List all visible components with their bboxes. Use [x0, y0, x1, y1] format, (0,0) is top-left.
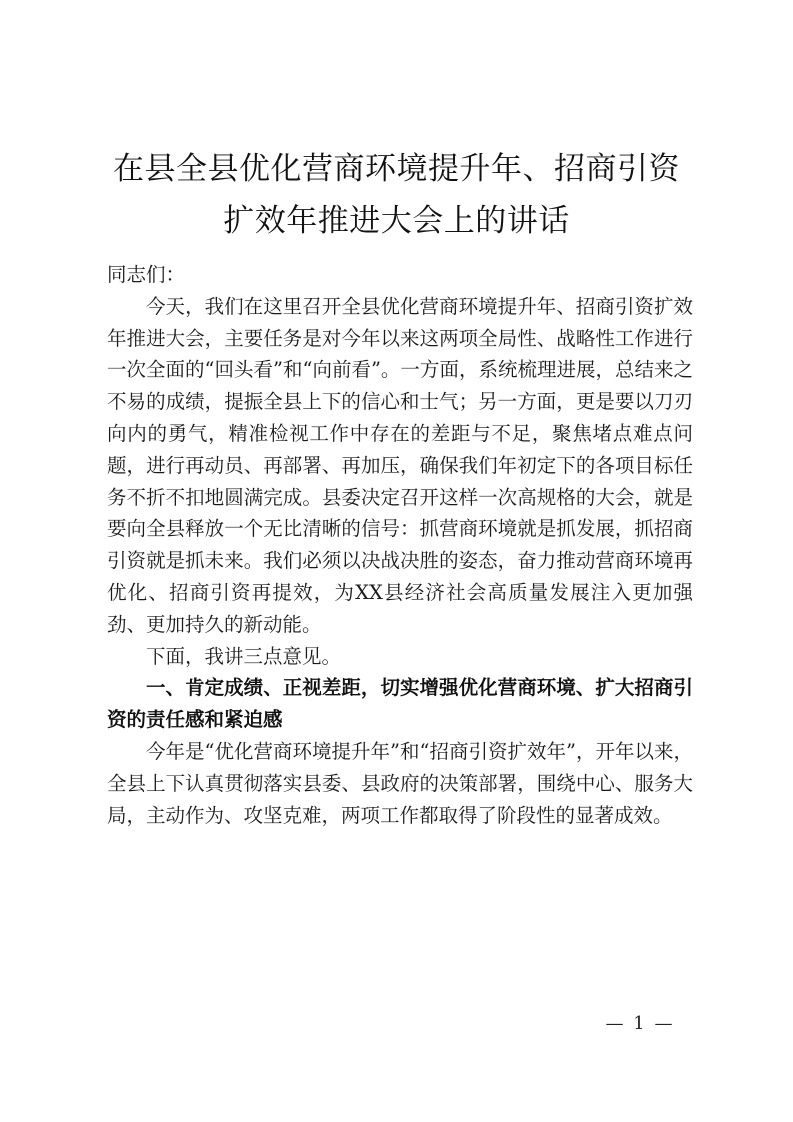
paragraph-outline: 下面，我讲三点意见。: [146, 644, 342, 668]
page-number: — 1 —: [605, 1013, 675, 1034]
salutation: 同志们：: [107, 263, 186, 286]
document-title: 在县全县优化营商环境提升年、招商引资扩效年推进大会上的讲话: [113, 151, 680, 239]
document-body: [107, 259, 693, 831]
section-heading-one: 一、肯定成绩、正视差距，切实增强优化营商环境、扩大招商引资的责任感和紧迫感: [107, 676, 693, 732]
paragraph-section-one: 今年是“优化营商环境提升年”和“招商引资扩效年”，开年以来，全县上下认真贯彻落实县委、县政府的决策部署，围绕中心、服务大局，主动作为、攻坚克难，两项工作都取得了阶段性的显著成效。: [107, 739, 693, 827]
paragraph-opening: 今天，我们在这里召开全县优化营商环境提升年、招商引资扩效年推进大会，主要任务是对今年以来这两项全局性、战略性工作进行一次全面的“回头看”和“向前看”。一方面，系统梳理进展，总结来之不易的成绩，提振全县上下的信心和士气；另一方面，更是要以刀刃向内的勇气，精准检视工作中存在的差距与不足，聚焦堵点难点问题，进行再动员、再部署、再加压，确保我们年初定下的各项目标任务不折不扣地圆满完成。县委决定召开这样一次高规格的大会，就是要向全县释放一个无比清晰的信号：抓营商环境就是抓发展，抓招商引资就是抓未来。我们必须以决战决胜的姿态，奋力推动营商环境再优化、招商引资再提效，为XX县经济社会高质量发展注入更加强劲、更加持久的新动能。: [107, 294, 693, 636]
